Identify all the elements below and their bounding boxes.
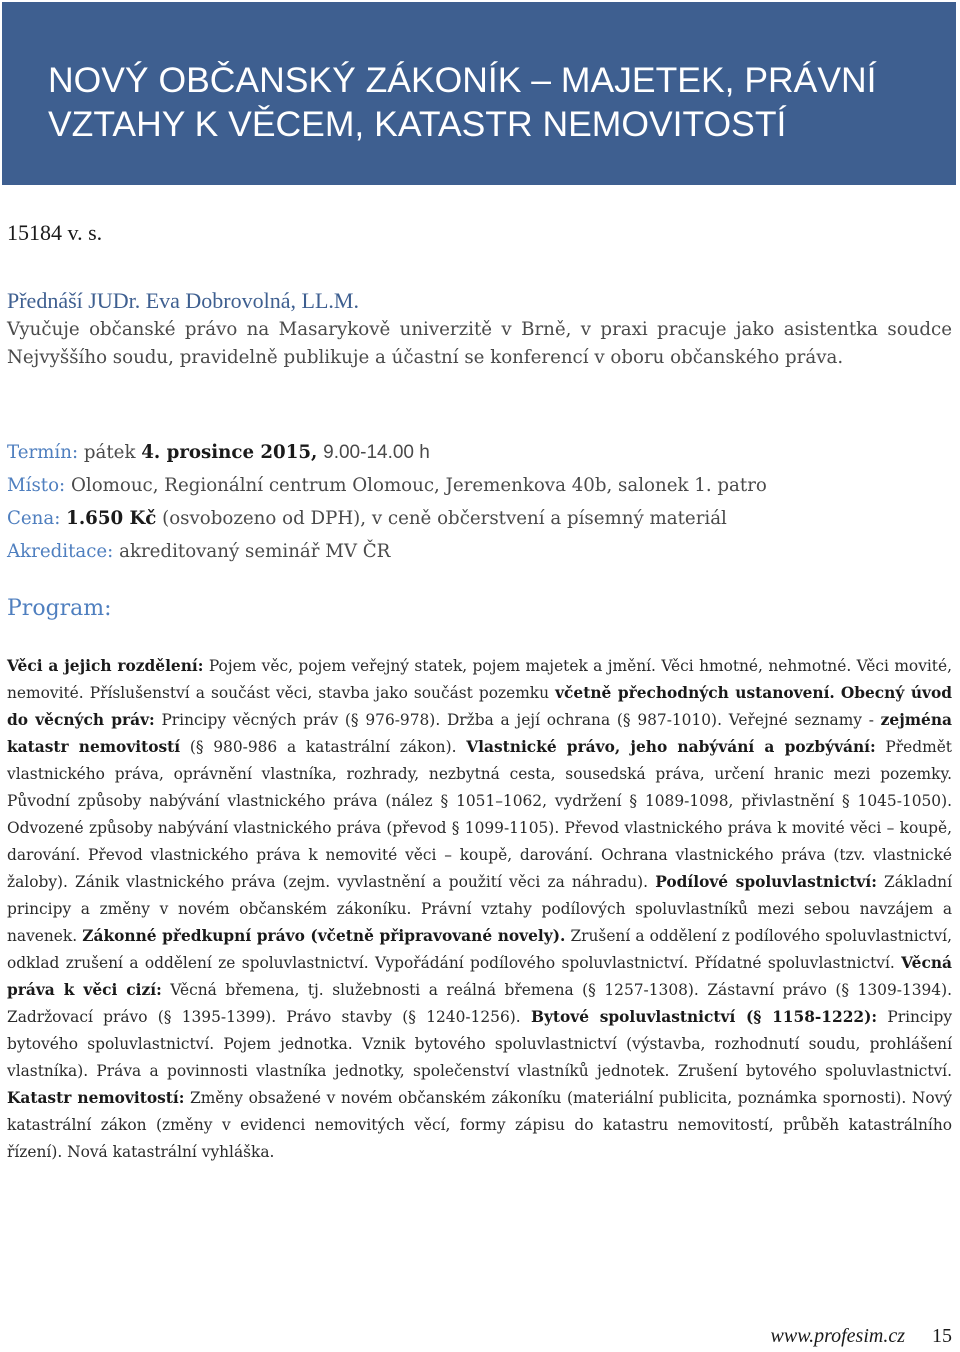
program-text <box>7 653 952 1166</box>
termin-time: 9.00-14.00 h <box>323 442 430 463</box>
program-topic-heading: Zákonné předkupní právo (včetně připravované novely). <box>82 927 566 945</box>
program-topic-text: Principy věcných práv (§ 976-978). Držba a její ochrana (§ 987-1010). Veřejné seznamy - <box>154 711 881 729</box>
cena-rest: (osvobozeno od DPH), v ceně občerstvení a písemný materiál <box>162 508 727 529</box>
footer <box>771 1325 952 1348</box>
program-topic-text: Základní principy a změny v novém občanském zákoníku. Právní vztahy podílových spoluvlastníků mezi sebou navzájem a navenek. <box>7 873 953 945</box>
info-misto <box>7 472 952 500</box>
program-heading: Program: <box>7 596 112 621</box>
lector-name: Přednáší JUDr. Eva Dobrovolná, LL.M. <box>7 288 359 313</box>
program-topic-text: Pojem věc, pojem veřejný statek, pojem majetek a jmění. Věci hmotné, nehmotné. Věci movité, nemovité. Příslušenství a součást věci, stavba jako součást pozemku <box>7 657 952 702</box>
program-topic-text: Zrušení a oddělení z podílového spoluvlastnictví, odklad zrušení a oddělení ze spoluvlastnictví. Vypořádání podílového spoluvlastnictví. Přídatné spoluvlastnictví. <box>7 927 952 972</box>
info-cena <box>7 505 952 533</box>
cena-price: 1.650 Kč <box>66 508 157 529</box>
program-topic-heading: včetně přechodných ustanovení. <box>555 684 835 702</box>
termin-label: Termín: <box>7 442 79 463</box>
program-topic-heading: zejména katastr nemovitostí <box>7 711 953 756</box>
page-number: 15 <box>932 1325 952 1347</box>
title-banner <box>2 2 956 185</box>
program-topic-text: Předmět vlastnického práva, oprávnění vlastníka, rozhrady, nezbytná cesta, sousedská práva, určení hranic mezi pozemky. Původní způsoby nabývání vlastnického práva (nález § 1051–1062, vydržení § 1089-1098, přivlastnění § 1045-1050). Odvozené způsoby nabývání vlastnického práva (převod § 1099-1105). Převod vlastnického práva k movité věci – koupě, darování. Převod vlastnického práva k nemovité věci – koupě, darování. Ochrana vlastnického práva (tzv. vlastnické žaloby). Zánik vlastnického práva (zejm. vyvlastnění a použití věci za náhradu). <box>7 738 952 891</box>
cena-label: Cena: <box>7 508 61 529</box>
program-topic-heading: Katastr nemovitostí: <box>7 1089 185 1107</box>
program-topic-heading: Věci a jejich rozdělení: <box>7 657 204 675</box>
title-line-1: NOVÝ OBČANSKÝ ZÁKONÍK – MAJETEK, PRÁVNÍ <box>48 60 877 100</box>
akreditace-label: Akreditace: <box>7 541 114 562</box>
misto-value: Olomouc, Regionální centrum Olomouc, Jeremenkova 40b, salonek 1. patro <box>70 475 767 496</box>
page-title <box>48 58 928 146</box>
title-line-2: VZTAHY K VĚCEM, KATASTR NEMOVITOSTÍ <box>48 104 787 144</box>
info-termin <box>7 439 952 467</box>
program-topic-text: Změny obsažené v novém občanském zákoníku (materiální publicita, poznámka spornosti). Nový katastrální zákon (změny v evidenci nemovitých věcí, formy zápisu do katastru nemovitostí, průběh katastrálního řízení). Nová katastrální vyhláška. <box>7 1089 952 1161</box>
termin-prefix: pátek <box>83 442 136 463</box>
footer-url[interactable]: www.profesim.cz <box>770 1325 905 1347</box>
program-topic-text: (§ 980-986 a katastrální zákon). <box>180 738 467 756</box>
program-topic-heading: Podílové spoluvlastnictví: <box>655 873 877 891</box>
program-topic-text: Věcná břemena, tj. služebnosti a reálná břemena (§ 1257-1308). Zástavní právo (§ 1309-1394). Zadržovací právo (§ 1395-1399). Právo stavby (§ 1240-1256). <box>7 981 952 1026</box>
lector-bio: Vyučuje občanské právo na Masarykově univerzitě v Brně, v praxi pracuje jako asistentka soudce Nejvyššího soudu, pravidelně publikuje a účastní se konferencí v oboru občanského práva. <box>7 319 952 368</box>
program-topic-heading: Věcná práva k věci cizí: <box>7 954 952 999</box>
program-topic-heading: Vlastnické právo, jeho nabývání a pozbývání: <box>466 738 876 756</box>
akreditace-value: akreditovaný seminář MV ČR <box>119 541 391 562</box>
info-akreditace <box>7 538 952 566</box>
course-code: 15184 v. s. <box>7 220 103 245</box>
misto-label: Místo: <box>7 475 66 496</box>
program-topic-heading: Bytové spoluvlastnictví (§ 1158-1222): <box>530 1008 878 1026</box>
program-topic-text: Principy bytového spoluvlastnictví. Pojem jednotka. Vznik bytového spoluvlastnictví (výstavba, rozhodnutí soudu, prohlášení vlastníka). Práva a povinnosti vlastníka jednotky, společenství vlastníků jednotek. Zrušení bytového spoluvlastnictví. <box>7 1008 953 1080</box>
program-topic-heading: Obecný úvod do věcných práv: <box>7 684 952 729</box>
termin-date: 4. prosince 2015, <box>141 442 318 463</box>
